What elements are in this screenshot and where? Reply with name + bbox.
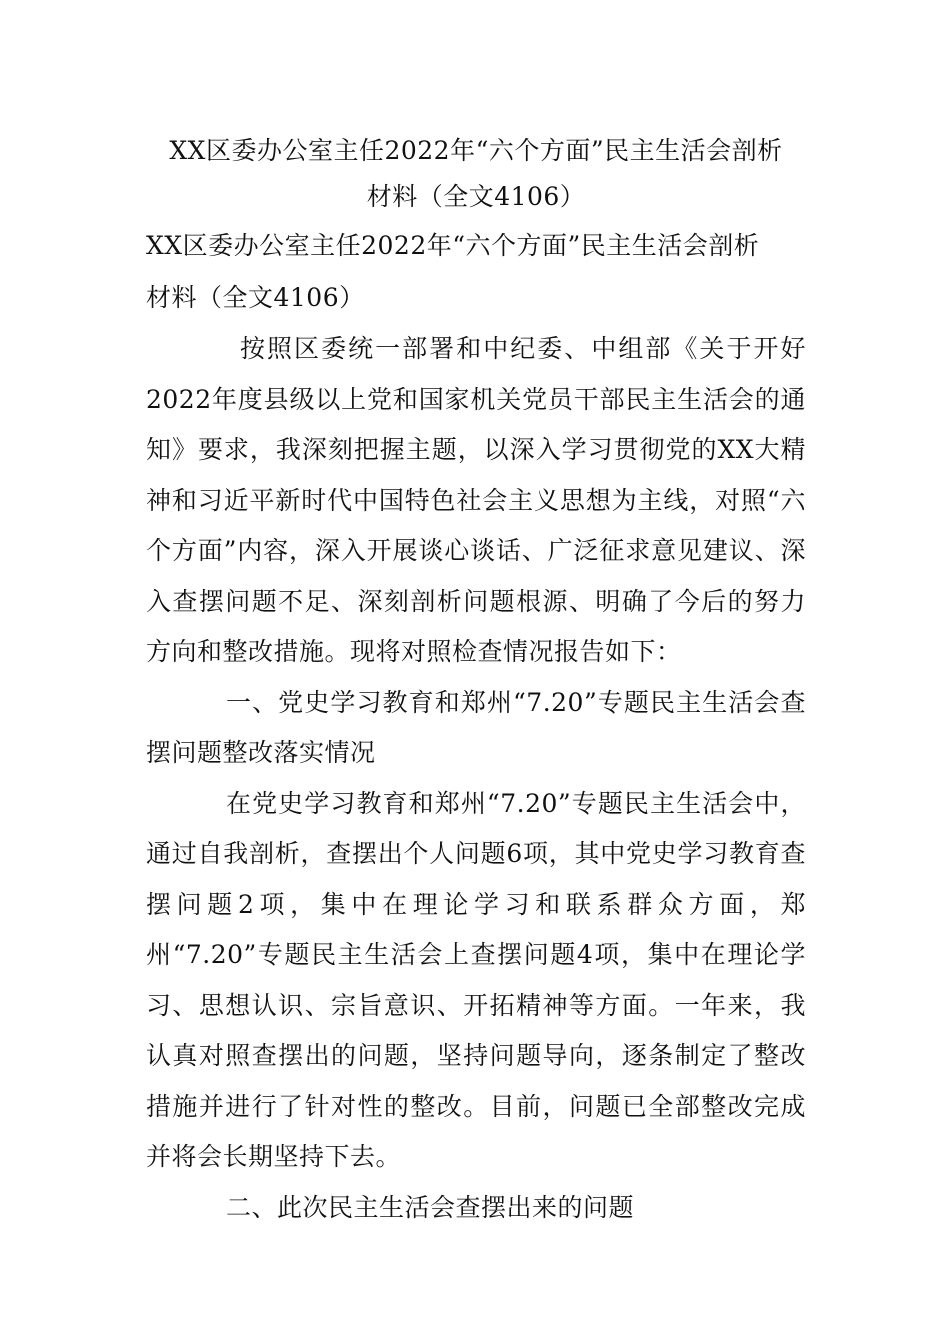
section-heading-2: 二、此次民主生活会查摆出来的问题 [226,1192,635,1222]
subtitle-line-2: 材料（全文4106） [146,283,365,312]
title-line-1: XX区委办公室主任2022年“六个方面”民主生活会剖析 [169,136,783,165]
section-heading-1: 一、党史学习教育和郑州“7.20”专题民主生活会查摆问题整改落实情况 [146,687,806,767]
section-1-paragraph: 在党史学习教育和郑州“7.20”专题民主生活会中，通过自我剖析，查摆出个人问题6项，其中党史学习教育查摆问题2项，集中在理论学习和联系群众方面，郑州“7.20”专题民主生活会上查摆问题4项，集中在理论学习、思想认识、宗旨意识、开拓精神等方面。一年来，我认真对照查摆出的问题，坚持问题导向，逐条制定了整改措施并进行了针对性的整改。目前，问题已全部整改完成并将会长期坚持下去。 [146,788,806,1171]
document-body [146,128,806,1233]
intro-paragraph: 按照区委统一部署和中纪委、中组部《关于开好2022年度县级以上党和国家机关党员干部民主生活会的通知》要求，我深刻把握主题，以深入学习贯彻党的XX大精神和习近平新时代中国特色社会主义思想为主线，对照“六个方面”内容，深入开展谈心谈话、广泛征求意见建议、深入查摆问题不足、深刻剖析问题根源、明确了今后的努力方向和整改措施。现将对照检查情况报告如下： [146,334,806,666]
title-line-2: 材料（全文4106） [366,182,586,211]
document-subtitle [146,220,806,324]
subtitle-line-1: XX区委办公室主任2022年“六个方面”民主生活会剖析 [146,231,760,260]
document-title [146,128,806,220]
